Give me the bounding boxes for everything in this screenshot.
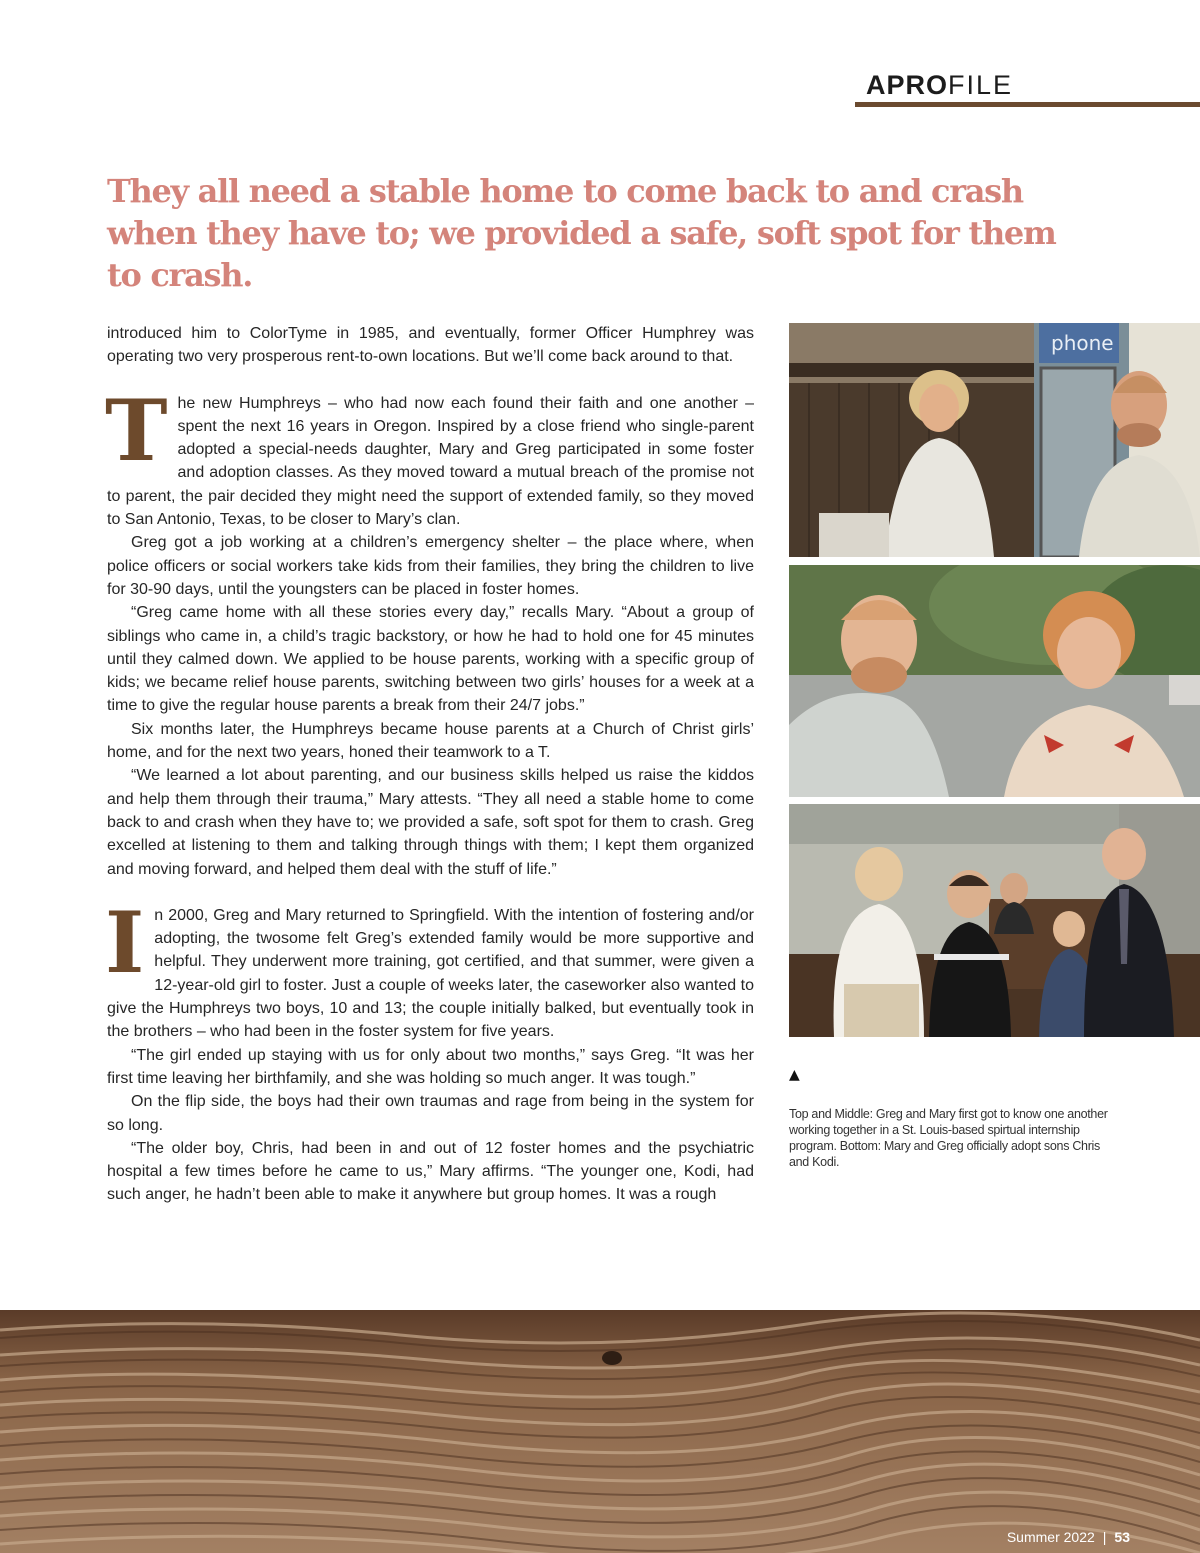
drop-cap: T: [105, 380, 168, 480]
header-rule: [855, 102, 1200, 107]
section-label: [855, 70, 1200, 100]
caption-arrow-icon: ▲: [789, 1067, 800, 1083]
paragraph-text: he new Humphreys – who had now each found their faith and one another – spent the next 16 years in Oregon. Inspired by a close friend who single-parent adopted a special-needs daughter, Mary and Greg participated in some foster and adoption classes. As they moved toward a mutual breach of the promise not to parent, the pair decided they might need the support of extended family, so they moved to San Antonio, Texas, to be closer to Mary’s clan.: [107, 394, 754, 529]
footer-separator: |: [1102, 1529, 1107, 1545]
photo-top: [789, 323, 1200, 557]
paragraph-text: n 2000, Greg and Mary returned to Springfield. With the intention of fostering and/or adopting, the twosome felt Greg’s extended family would be more supportive and helpful. They underwent more training, got certified, and that summer, were given a 12-year-old girl to foster. Just a couple of weeks later, the caseworker also wanted to give the Humphreys two boys, 10 and 13; the couple initially balked, but eventually took in the brothers – who had been in the foster system for five years.: [107, 906, 754, 1041]
article-paragraph: “We learned a lot about parenting, and our business skills helped us raise the kiddos and help them through their trauma,” Mary attests. “They all need a stable home to come back to and crash when they have to; we provided a safe, soft spot for them to crash. Greg excelled at listening to them and talking through things with them; I kept them organized and moving forward, and helped them deal with the stuff of life.”: [107, 767, 754, 878]
article-paragraph: “The girl ended up staying with us for only about two months,” says Greg. “It was her first time leaving her birthfamily, and she was holding so much anger. It was tough.”: [107, 1046, 754, 1087]
photo-caption: Top and Middle: Greg and Mary first got to know one another working together in a St. Louis-based spirtual internship program. Bottom: Mary and Greg officially adopt sons Chris and Kodi.: [789, 1107, 1108, 1169]
page-number: 53: [1114, 1529, 1130, 1545]
article-paragraph: On the flip side, the boys had their own traumas and rage from being in the system for so long.: [107, 1093, 754, 1134]
drop-cap: I: [105, 892, 145, 992]
article-paragraph: [105, 892, 754, 1044]
photo-middle: [789, 565, 1200, 797]
section-header: [855, 70, 1200, 107]
photo-bottom: [789, 804, 1200, 1037]
article-paragraph: introduced him to ColorTyme in 1985, and eventually, former Officer Humphrey was operating two very prosperous rent-to-own locations. But we’ll come back around to that.: [107, 325, 754, 366]
article-paragraph: Six months later, the Humphreys became house parents at a Church of Christ girls’ home, and for the next two years, honed their teamwork to a T.: [107, 720, 754, 762]
article-paragraph: [105, 380, 754, 532]
article-paragraph: Greg got a job working at a children’s emergency shelter – the place where, when police officers or social workers take kids from their families, they bring the children to live for 30-90 days, until the youngsters can be placed in foster homes.: [107, 534, 754, 598]
article-body: [107, 322, 754, 1207]
section-label-bold: APRO: [866, 70, 949, 100]
issue-label: Summer 2022: [1006, 1529, 1095, 1545]
article-paragraph: “Greg came home with all these stories every day,” recalls Mary. “About a group of siblings who came in, a child’s tragic backstory, or how he had to hold one for 45 minutes until they calmed down. We applied to be house parents, working with a specific group of kids; we became relief house parents, switching between two girls’ houses for a week at a time to give the regular house parents a break from their 24/7 jobs.”: [107, 604, 754, 715]
page-footer: [1007, 1529, 1130, 1545]
sand-texture-image: [0, 1310, 1200, 1553]
section-label-light: FILE: [948, 70, 1014, 100]
phone-sign-text: phone: [1051, 331, 1114, 355]
pull-quote: They all need a stable home to come back to and crash when they have to; we provided a safe, soft spot for them to crash.: [107, 172, 1056, 294]
article-paragraph: “The older boy, Chris, had been in and out of 12 foster homes and the psychiatric hospital a few times before he came to us,” Mary affirms. “The younger one, Kodi, had such anger, he hadn’t been able to make it anywhere but group homes. It was a rough: [107, 1139, 754, 1204]
